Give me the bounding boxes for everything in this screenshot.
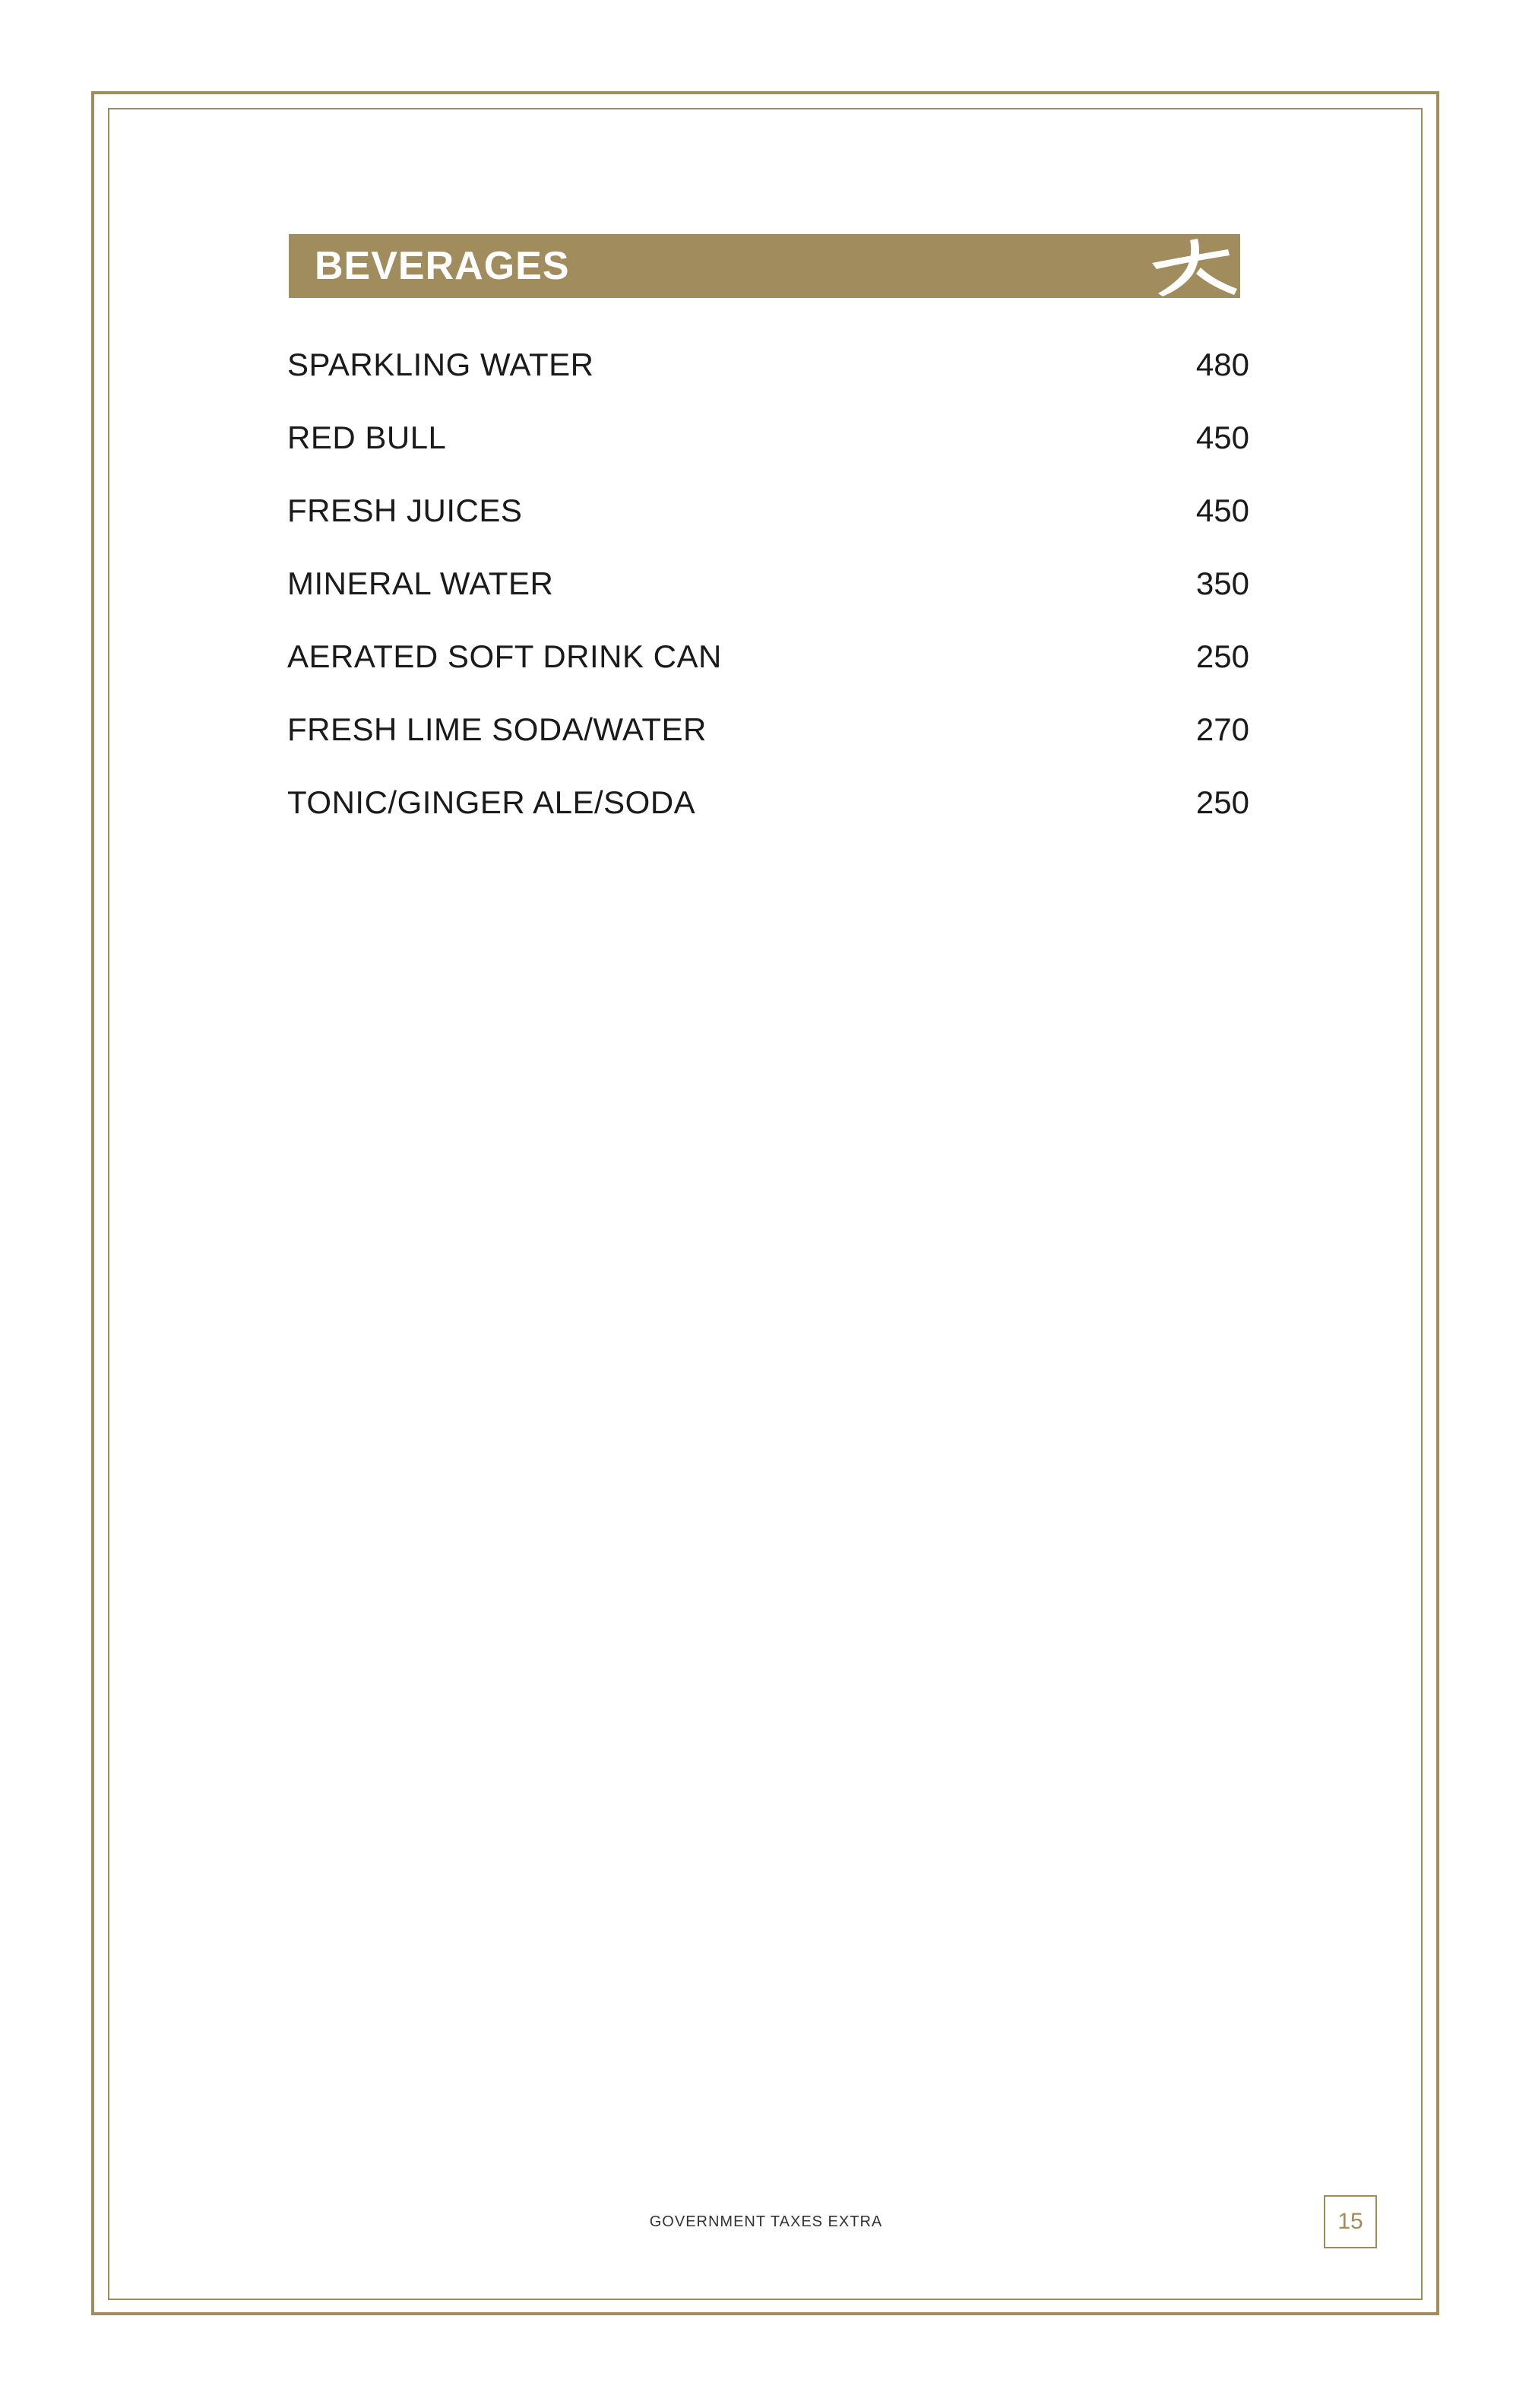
menu-item-price: 450 (1195, 420, 1249, 455)
page-number: 15 (1324, 2195, 1377, 2248)
menu-item-name: TONIC/GINGER ALE/SODA (287, 784, 696, 820)
menu-item-price: 450 (1195, 493, 1249, 528)
menu-list (287, 328, 1249, 839)
footer-note: GOVERNMENT TAXES EXTRA (649, 2213, 883, 2230)
menu-item (287, 328, 1249, 401)
menu-item-name: MINERAL WATER (287, 566, 554, 601)
section-title: BEVERAGES (315, 244, 570, 288)
menu-item-name: SPARKLING WATER (287, 347, 594, 382)
section-header (289, 234, 1251, 298)
menu-item (287, 401, 1249, 474)
menu-item (287, 547, 1249, 620)
dragon-logo-icon (1137, 234, 1251, 298)
menu-item-price: 480 (1195, 347, 1249, 382)
menu-item-name: AERATED SOFT DRINK CAN (287, 638, 722, 674)
menu-item-name: RED BULL (287, 420, 447, 455)
menu-item-name: FRESH JUICES (287, 493, 523, 528)
menu-item-price: 250 (1195, 784, 1249, 820)
menu-item-name: FRESH LIME SODA/WATER (287, 711, 707, 747)
menu-item-price: 250 (1195, 638, 1249, 674)
menu-item-price: 350 (1195, 566, 1249, 601)
menu-item-price: 270 (1195, 711, 1249, 747)
menu-item (287, 766, 1249, 839)
menu-item (287, 620, 1249, 693)
menu-item (287, 474, 1249, 547)
menu-item (287, 693, 1249, 766)
